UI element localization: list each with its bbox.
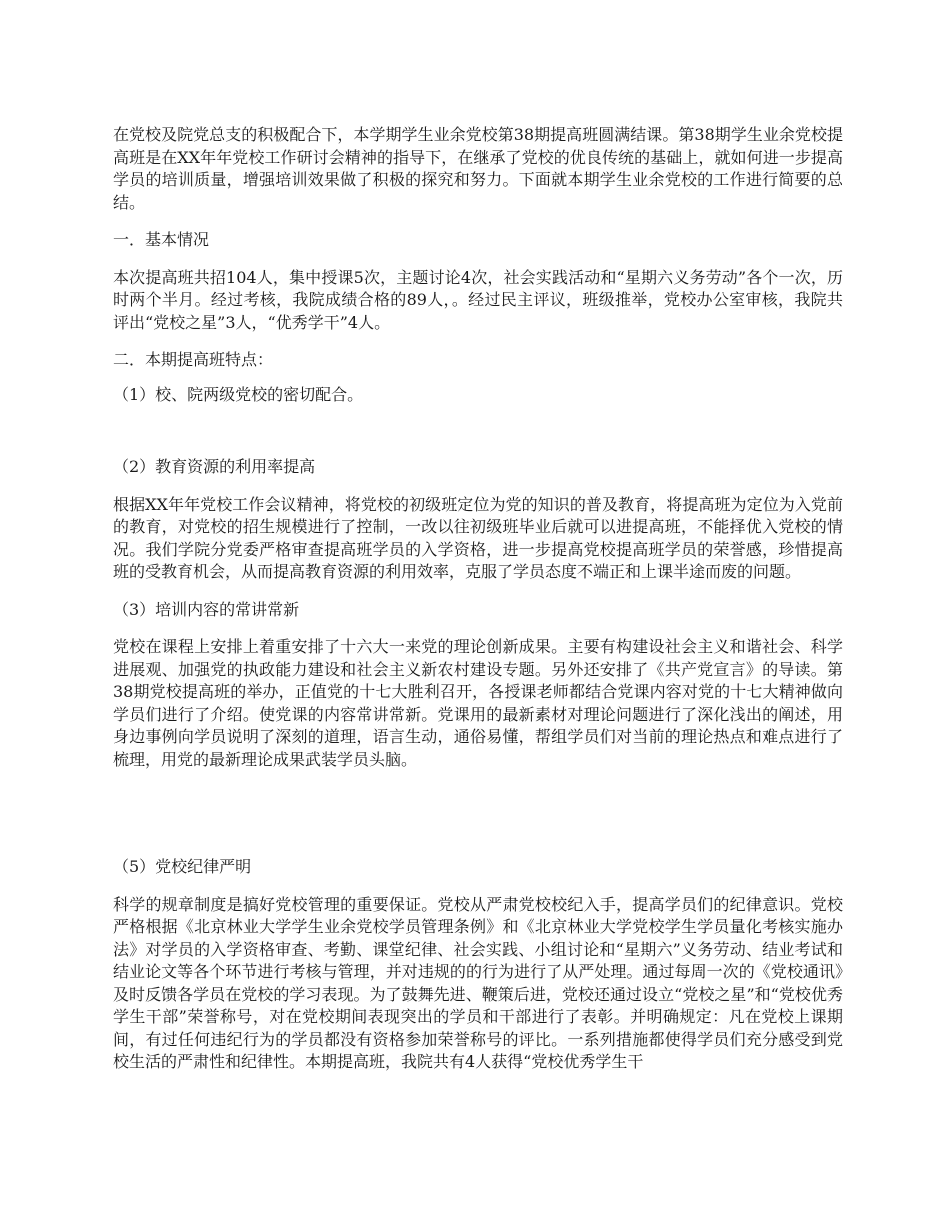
item-3-paragraph: 党校在课程上安排上着重安排了十六大一来党的理论创新成果。主要有构建设社会主义和谐社会、科学进展观、加强党的执政能力建设和社会主义新农村建设专题。另外还安排了《共产党宣言》的导读。第38期党校提高班的举办，正值党的十七大胜利召开，各授课老师都结合党课内容对党的十七大精神做向学员们进行了介绍。使党课的内容常讲常新。党课用的最新素材对理论问题进行了深化浅出的阐述，用身边事例向学员说明了深刻的道理，语言生动，通俗易懂，帮组学员们对当前的理论热点和难点进行了梳理，用党的最新理论成果武装学员头脑。	[113, 637, 843, 769]
section-1-heading: 一．基本情况	[113, 230, 210, 249]
item-1-heading: （1）校、院两级党校的密切配合。	[113, 384, 364, 404]
section-2-heading: 二．本期提高班特点：	[113, 350, 274, 369]
intro-paragraph: 在党校及院党总支的积极配合下，本学期学生业余党校第38期提高班圆满结课。第38期学生业余党校提高班是在XX年年党校工作研讨会精神的指导下，在继承了党校的优良传统的基础上，就如何进一步提高学员的培训质量，增强培训效果做了积极的探究和努力。下面就本期学生业余党校的工作进行简要的总结。	[113, 125, 843, 212]
item-5-heading: （5）党校纪律严明	[113, 857, 252, 876]
item-2-heading: （2）教育资源的利用率提高	[113, 457, 316, 476]
section-1-paragraph: 本次提高班共招104人，集中授课5次，主题讨论4次，社会实践活动和“星期六义务劳动”各个一次，历时两个半月。经过考核，我院成绩合格的89人，。经过民主评议，班级推举，党校办公室审核，我院共评出“党校之星”3人，“优秀学干”4人。	[113, 267, 843, 332]
item-2-paragraph: 根据XX年年党校工作会议精神，将党校的初级班定位为党的知识的普及教育，将提高班为定位为入党前的教育，对党校的招生规模进行了控制，一改以往初级班毕业后就可以进提高班，不能择优入党校的情况。我们学院分党委严格审查提高班学员的入学资格，进一步提高党校提高班学员的荣誉感，珍惜提高班的受教育机会，从而提高教育资源的利用效率，克服了学员态度不端正和上课半途而废的问题。	[113, 494, 843, 581]
item-5-paragraph: 科学的规章制度是搞好党校管理的重要保证。党校从严肃党校校纪入手，提高学员们的纪律意识。党校严格根据《北京林业大学学生业余党校学员管理条例》和《北京林业大学党校学生学员量化考核实施办法》对学员的入学资格审查、考勤、课堂纪律、社会实践、小组讨论和“星期六”义务劳动、结业考试和结业论文等各个环节进行考核与管理，并对违规的的行为进行了从严处理。通过每周一次的《党校通讯》及时反馈各学员在党校的学习表现。为了鼓舞先进、鞭策后进，党校还通过设立“党校之星”和“党校优秀学生干部”荣誉称号，对在党校期间表现突出的学员和干部进行了表彰。并明确规定：凡在党校上课期间，有过任何违纪行为的学员都没有资格参加荣誉称号的评比。一系列措施都使得学员们充分感受到党校生活的严肃性和纪律性。本期提高班，我院共有4人获得“党校优秀学生干	[113, 894, 843, 1071]
item-3-heading: （3）培训内容的常讲常新	[113, 599, 300, 619]
document-page	[113, 124, 843, 1074]
